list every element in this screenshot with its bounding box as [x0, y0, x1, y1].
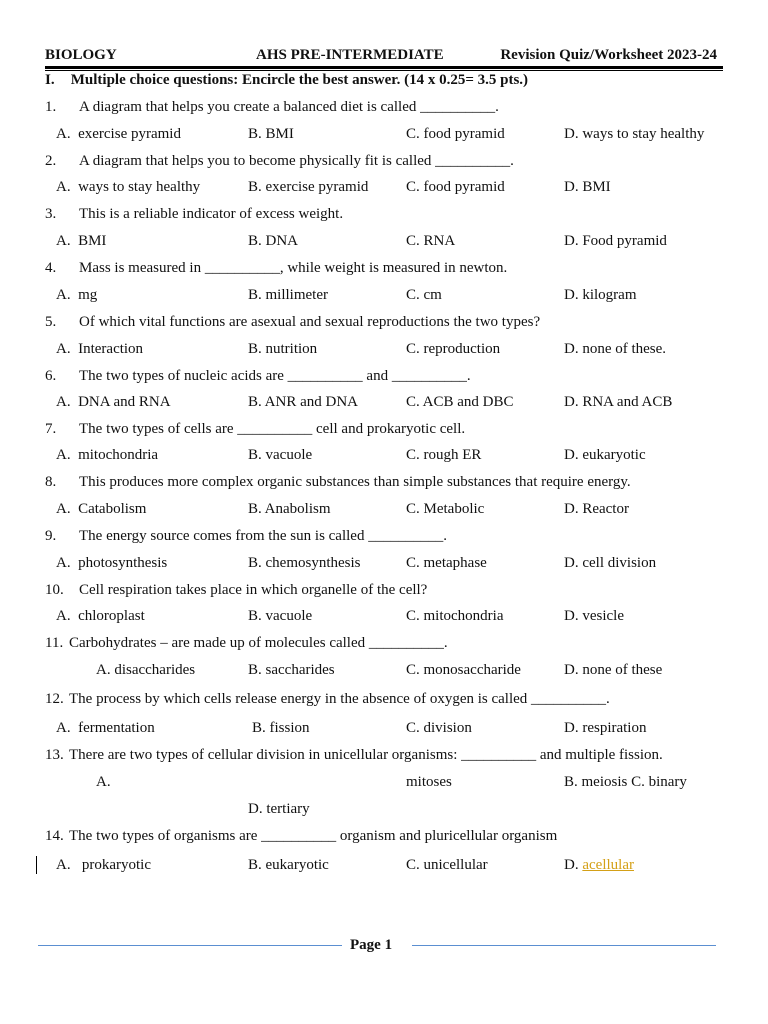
- question-number: 6.: [45, 368, 57, 384]
- option-c[interactable]: C. division: [406, 720, 472, 736]
- page-header: [45, 47, 717, 67]
- option-b[interactable]: B. eukaryotic: [248, 857, 329, 873]
- option-a[interactable]: A. mg: [56, 287, 98, 303]
- header-subject: BIOLOGY: [45, 47, 117, 63]
- question-number: 10.: [45, 582, 64, 598]
- option-a[interactable]: A. fermentation: [56, 720, 155, 736]
- header-title: Revision Quiz/Worksheet 2023-24: [500, 47, 717, 63]
- options-row-14: [0, 857, 768, 877]
- options-row-3: [0, 233, 768, 253]
- question-number: 5.: [45, 314, 57, 330]
- option-c[interactable]: C. ACB and DBC: [406, 394, 514, 410]
- option-d[interactable]: D. Reactor: [564, 501, 629, 517]
- question-text: This is a reliable indicator of excess weight.: [79, 206, 344, 222]
- footer-rule-right: [412, 945, 716, 946]
- option-a[interactable]: A. prokaryotic: [56, 857, 151, 873]
- question-number: 3.: [45, 206, 57, 222]
- option-d[interactable]: D. tertiary: [248, 801, 310, 817]
- question-number: 12.: [45, 691, 64, 707]
- options-row-5: [0, 341, 768, 361]
- header-rule-thin: [45, 70, 723, 71]
- option-c[interactable]: C. mitochondria: [406, 608, 504, 624]
- option-c[interactable]: C. unicellular: [406, 857, 488, 873]
- question-text: The energy source comes from the sun is called __________.: [79, 528, 447, 544]
- question-text: The two types of nucleic acids are __________ and __________.: [79, 368, 471, 384]
- options-row-13-continued: [0, 801, 768, 821]
- question-number: 9.: [45, 528, 57, 544]
- question-text: The process by which cells release energy in the absence of oxygen is called __________.: [69, 691, 610, 707]
- option-d[interactable]: D. cell division: [564, 555, 657, 571]
- option-d[interactable]: D. BMI: [564, 179, 611, 195]
- option-b[interactable]: B. nutrition: [248, 341, 318, 357]
- option-c[interactable]: C. metaphase: [406, 555, 487, 571]
- header-rule-thick: [45, 66, 723, 69]
- section-number: I.: [45, 72, 55, 88]
- option-a[interactable]: A. BMI: [56, 233, 107, 249]
- options-row-11: [0, 662, 768, 682]
- option-b[interactable]: B. ANR and DNA: [248, 394, 359, 410]
- question-text: Carbohydrates – are made up of molecules called __________.: [69, 635, 448, 651]
- option-b[interactable]: B. millimeter: [248, 287, 328, 303]
- option-d[interactable]: D. Food pyramid: [564, 233, 667, 249]
- options-row-4: [0, 287, 768, 307]
- options-row-12: [0, 720, 768, 740]
- option-d[interactable]: D. kilogram: [564, 287, 637, 303]
- option-b[interactable]: B. saccharides: [248, 662, 335, 678]
- question-number: 14.: [45, 828, 64, 844]
- options-row-13: [0, 774, 768, 794]
- option-c[interactable]: C. rough ER: [406, 447, 482, 463]
- option-d[interactable]: D. RNA and ACB: [564, 394, 673, 410]
- option-a[interactable]: A. disaccharides: [96, 662, 196, 678]
- options-row-7: [0, 447, 768, 467]
- options-row-2: [0, 179, 768, 199]
- option-d[interactable]: D. ways to stay healthy: [564, 126, 705, 142]
- option-a-text[interactable]: mitoses: [406, 774, 452, 790]
- question-number: 11.: [45, 635, 64, 651]
- options-row-1: [0, 126, 768, 146]
- question-text: A diagram that helps you create a balanced diet is called __________.: [79, 99, 499, 115]
- question-number: 13.: [45, 747, 64, 763]
- question-number: 7.: [45, 421, 57, 437]
- option-b[interactable]: B. Anabolism: [248, 501, 331, 517]
- section-heading: [45, 72, 528, 89]
- header-level: AHS PRE-INTERMEDIATE: [256, 47, 444, 63]
- options-row-8: [0, 501, 768, 521]
- option-c[interactable]: C. cm: [406, 287, 442, 303]
- question-text: Cell respiration takes place in which organelle of the cell?: [79, 582, 428, 598]
- footer-rule-left: [38, 945, 342, 946]
- option-c[interactable]: C. reproduction: [406, 341, 501, 357]
- options-row-9: [0, 555, 768, 575]
- option-d[interactable]: D. acellular: [564, 857, 634, 873]
- option-c[interactable]: C. food pyramid: [406, 179, 505, 195]
- option-d[interactable]: D. vesicle: [564, 608, 624, 624]
- option-b[interactable]: B. BMI: [248, 126, 294, 142]
- page-number: Page 1: [350, 937, 393, 953]
- question-number: 4.: [45, 260, 57, 276]
- options-row-6: [0, 394, 768, 414]
- option-b-c[interactable]: B. meiosis C. binary: [564, 774, 687, 790]
- option-a[interactable]: A. chloroplast: [56, 608, 145, 624]
- question-text: Of which vital functions are asexual and sexual reproductions the two types?: [79, 314, 541, 330]
- option-b[interactable]: B. vacuole: [248, 447, 313, 463]
- option-d[interactable]: D. eukaryotic: [564, 447, 646, 463]
- question-number: 8.: [45, 474, 57, 490]
- option-c[interactable]: C. Metabolic: [406, 501, 485, 517]
- option-a[interactable]: A. mitochondria: [56, 447, 159, 463]
- options-row-10: [0, 608, 768, 628]
- option-a[interactable]: A. Interaction: [56, 341, 144, 357]
- question-number: 2.: [45, 153, 57, 169]
- acellular-link[interactable]: acellular: [582, 857, 634, 873]
- section-title: Multiple choice questions: Encircle the best answer. (14 x 0.25= 3.5 pts.): [70, 72, 529, 88]
- option-a[interactable]: A. photosynthesis: [56, 555, 168, 571]
- option-a[interactable]: A. Catabolism: [56, 501, 147, 517]
- question-text: There are two types of cellular division in unicellular organisms: __________ and multiple fission.: [69, 747, 663, 763]
- option-d[interactable]: D. none of these.: [564, 341, 667, 357]
- option-a[interactable]: A. DNA and RNA: [56, 394, 171, 410]
- option-c[interactable]: C. monosaccharide: [406, 662, 521, 678]
- question-text: The two types of organisms are __________ organism and pluricellular organism: [69, 828, 558, 844]
- option-b[interactable]: B. vacuole: [248, 608, 313, 624]
- question-text: The two types of cells are __________ cell and prokaryotic cell.: [79, 421, 466, 437]
- option-d[interactable]: D. none of these: [564, 662, 663, 678]
- question-text: This produces more complex organic substances than simple substances that require energy.: [79, 474, 631, 490]
- option-a[interactable]: A. ways to stay healthy: [56, 179, 201, 195]
- question-text: A diagram that helps you to become physically fit is called __________.: [79, 153, 514, 169]
- question-text: Mass is measured in __________, while weight is measured in newton.: [79, 260, 508, 276]
- option-a[interactable]: A.: [96, 774, 111, 790]
- option-b[interactable]: B. exercise pyramid: [248, 179, 369, 195]
- option-b[interactable]: B. DNA: [248, 233, 299, 249]
- option-b[interactable]: B. chemosynthesis: [248, 555, 361, 571]
- option-a[interactable]: A. exercise pyramid: [56, 126, 181, 142]
- option-c[interactable]: C. RNA: [406, 233, 456, 249]
- option-c[interactable]: C. food pyramid: [406, 126, 505, 142]
- option-b[interactable]: B. fission: [252, 720, 310, 736]
- option-d[interactable]: D. respiration: [564, 720, 647, 736]
- question-number: 1.: [45, 99, 57, 115]
